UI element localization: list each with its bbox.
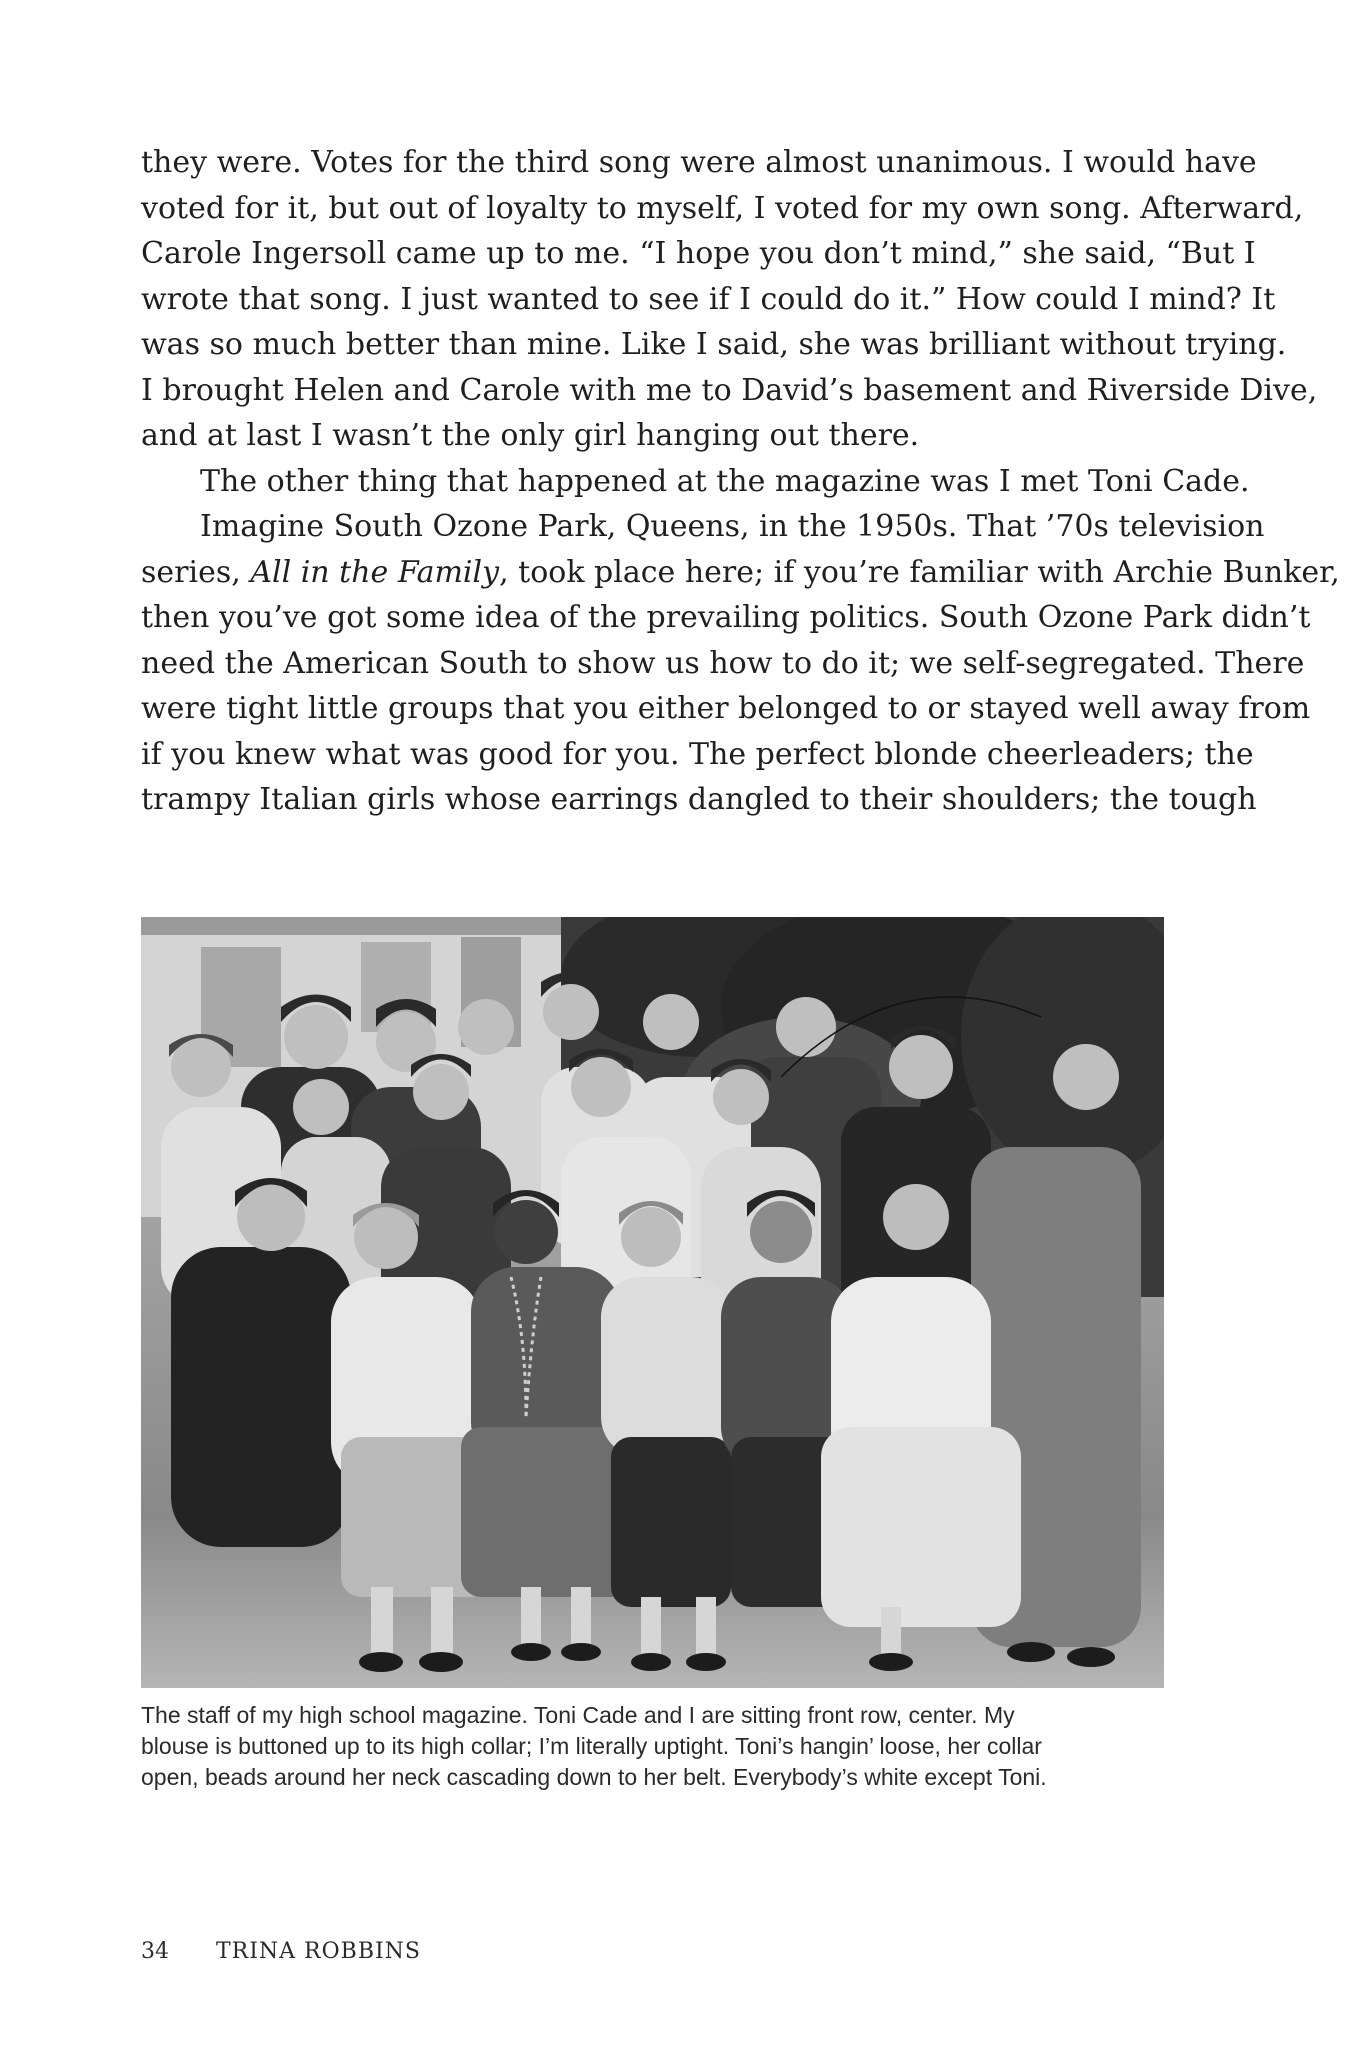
show-title: All in the Family [250, 554, 500, 590]
text-line: need the American South to show us how to do it; we self-segregated. There [141, 645, 1305, 681]
body-text [141, 140, 1340, 823]
caption-line: blouse is buttoned up to its high collar; I’m literally uptight. Toni’s hangin’ loose, her collar [141, 1733, 1042, 1759]
text-line: wrote that song. I just wanted to see if I could do it.” How could I mind? It [141, 281, 1276, 317]
paragraph-3 [141, 504, 1340, 823]
text-line: Carole Ingersoll came up to me. “I hope you don’t mind,” she said, “But I [141, 236, 1256, 271]
text-fragment: series, [141, 554, 251, 590]
text-line: The other thing that happened at the magazine was I met Toni Cade. [200, 463, 1250, 499]
page-footer [141, 1939, 421, 1973]
group-photo [141, 917, 1164, 1688]
text-line: was so much better than mine. Like I said, she was brilliant without trying. [141, 327, 1287, 362]
running-footer-author: TRINA ROBBINS [216, 1939, 422, 1964]
paragraph-2 [141, 459, 1250, 505]
text-line: Imagine South Ozone Park, Queens, in the 1950s. That ’70s television [200, 509, 1265, 544]
text-line: voted for it, but out of loyalty to myself, I voted for my own song. Afterward, [141, 190, 1304, 226]
text-line: and at last I wasn’t the only girl hanging out there. [141, 418, 920, 453]
text-line: were tight little groups that you either belonged to or stayed well away from [141, 691, 1311, 726]
text-line: then you’ve got some idea of the prevailing politics. South Ozone Park didn’t [141, 600, 1311, 635]
caption-line: The staff of my high school magazine. Toni Cade and I are sitting front row, center. My [141, 1702, 1015, 1728]
text-line: if you knew what was good for you. The perfect blonde cheerleaders; the [141, 736, 1254, 772]
caption-line: open, beads around her neck cascading down to her belt. Everybody’s white except Toni. [141, 1764, 1047, 1790]
photo-caption [141, 1700, 1164, 1793]
paragraph-1 [141, 140, 1318, 459]
text-line-with-italic [141, 550, 1340, 596]
text-line: I brought Helen and Carole with me to David’s basement and Riverside Dive, [141, 372, 1318, 408]
text-line: trampy Italian girls whose earrings dangled to their shoulders; the tough [141, 782, 1257, 817]
group-photo-illustration [141, 917, 1164, 1688]
text-line: they were. Votes for the third song were almost unanimous. I would have [141, 145, 1257, 180]
page-number: 34 [141, 1939, 169, 1964]
text-fragment: , took place here; if you’re familiar with Archie Bunker, [499, 554, 1340, 590]
